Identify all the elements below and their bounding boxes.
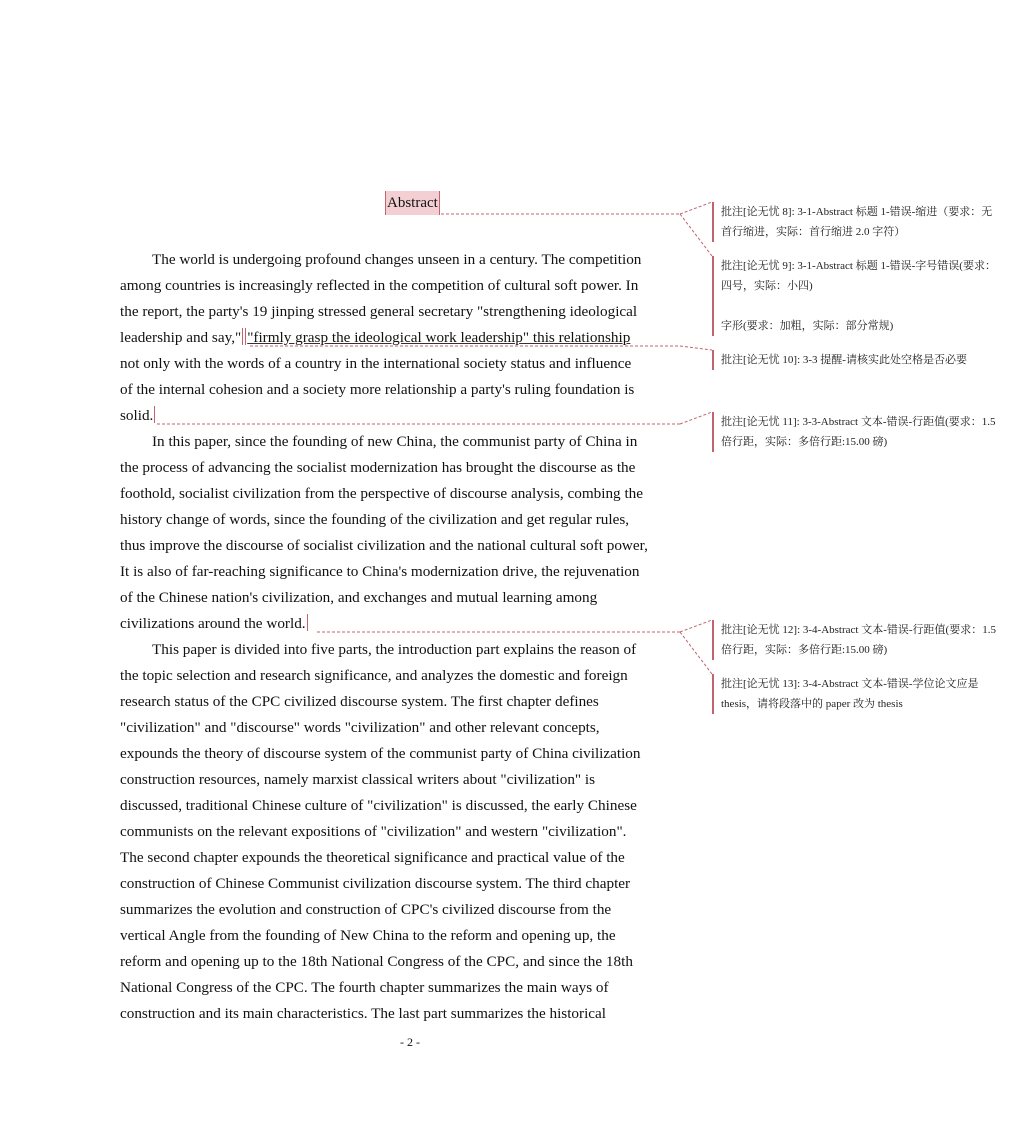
comment-text: 四号，实际：小四) xyxy=(721,280,813,292)
comment-text: 倍行距，实际：多倍行距:15.00 磅) xyxy=(721,436,888,448)
body-line: This paper is divided into five parts, the introduction part explains the reason of xyxy=(152,641,637,658)
body-line: the report, the party's 19 jinping stressed general secretary "strengthening ideological xyxy=(120,303,638,320)
body-line: expounds the theory of discourse system of the communist party of China civilization xyxy=(120,745,641,762)
comment-text: 批注[论无忧 11]: 3-3-Abstract 文本-错误-行距值(要求：1.5 xyxy=(721,416,996,428)
comment-text xyxy=(721,296,1029,316)
body-line: thus improve the discourse of socialist civilization and the national cultural soft power, xyxy=(120,537,648,554)
text-before-mark: solid. xyxy=(120,407,154,424)
connector-line xyxy=(680,214,712,256)
body-line: of the Chinese nation's civilization, and exchanges and mutual learning among xyxy=(120,589,598,606)
body-line: communists on the relevant expositions of "civilization" and western "civilization". xyxy=(120,823,627,840)
body-line: construction resources, namely marxist classical writers about "civilization" is xyxy=(120,771,596,788)
comment-text: 批注[论无忧 13]: 3-4-Abstract 文本-错误-学位论文应是 xyxy=(721,678,979,690)
margin-comment[interactable] xyxy=(712,202,1029,242)
connector-line xyxy=(680,412,712,424)
margin-comment[interactable] xyxy=(712,350,1029,370)
body-line: of the internal cohesion and a society more relationship a party's ruling foundation is xyxy=(120,381,635,398)
body-line: The world is undergoing profound changes unseen in a century. The competition xyxy=(152,251,642,268)
margin-comment[interactable] xyxy=(712,674,1029,714)
comment-text: 倍行距，实际：多倍行距:15.00 磅) xyxy=(721,644,888,656)
comment-text: thesis，请将段落中的 paper 改为 thesis xyxy=(721,698,903,710)
body-line: the process of advancing the socialist modernization has brought the discourse as the xyxy=(120,459,636,476)
comment-text: 批注[论无忧 10]: 3-3 提醒-请核实此处空格是否必要 xyxy=(721,354,967,366)
margin-comment[interactable] xyxy=(712,412,1029,452)
body-line: summarizes the evolution and construction of CPC's civilized discourse from the xyxy=(120,901,612,918)
comment-text: 批注[论无忧 8]: 3-1-Abstract 标题 1-错误-缩进（要求：无 xyxy=(721,206,993,218)
connector-line xyxy=(680,620,712,632)
body-line: discussed, traditional Chinese culture of "civilization" is discussed, the early Chinese xyxy=(120,797,637,814)
body-line: history change of words, since the founding of the civilization and get regular rules, xyxy=(120,511,630,528)
body-line: In this paper, since the founding of new China, the communist party of China in xyxy=(152,433,638,450)
text-before-mark: civilizations around the world. xyxy=(120,615,306,632)
connector-line xyxy=(680,202,712,214)
body-line: construction and its main characteristics. The last part summarizes the historical xyxy=(120,1005,606,1022)
text-before-mark: leadership and say," xyxy=(120,329,242,346)
connector-line xyxy=(680,346,712,350)
body-line: The second chapter expounds the theoretical significance and practical value of the xyxy=(120,849,625,866)
body-line: construction of Chinese Communist civilization discourse system. The third chapter xyxy=(120,875,631,892)
body-line: "civilization" and "discourse" words "civilization" and other relevant concepts, xyxy=(120,719,600,736)
margin-comment[interactable] xyxy=(712,256,1029,336)
page-number: - 2 - xyxy=(400,1035,420,1049)
underlined-text: "firmly grasp the ideological work leadership" this relationship xyxy=(247,329,631,346)
body-line: reform and opening up to the 18th National Congress of the CPC, and since the 18th xyxy=(120,953,633,970)
body-line: research status of the CPC civilized discourse system. The first chapter defines xyxy=(120,693,599,710)
body-line: It is also of far-reaching significance to China's modernization drive, the rejuvenation xyxy=(120,563,640,580)
body-line: among countries is increasingly reflected in the competition of cultural soft power. In xyxy=(120,277,639,294)
connector-line xyxy=(680,632,712,674)
body-line: vertical Angle from the founding of New China to the reform and opening up, the xyxy=(120,927,616,944)
body-line: the topic selection and research significance, and analyzes the domestic and foreign xyxy=(120,667,628,684)
body-line: not only with the words of a country in the international society status and influence xyxy=(120,355,632,372)
comment-text: 字形(要求：加粗，实际：部分常规) xyxy=(721,320,894,332)
comment-text: 批注[论无忧 9]: 3-1-Abstract 标题 1-错误-字号错误(要求： xyxy=(721,260,996,272)
comment-text: 首行缩进，实际：首行缩进 2.0 字符） xyxy=(721,226,906,238)
body-line: foothold, socialist civilization from the perspective of discourse analysis, combing the xyxy=(120,485,643,502)
margin-comment[interactable] xyxy=(712,620,1029,660)
comment-text: 批注[论无忧 12]: 3-4-Abstract 文本-错误-行距值(要求：1.5 xyxy=(721,624,996,636)
abstract-heading[interactable]: Abstract xyxy=(385,191,440,215)
body-line: National Congress of the CPC. The fourth chapter summarizes the main ways of xyxy=(120,979,609,996)
